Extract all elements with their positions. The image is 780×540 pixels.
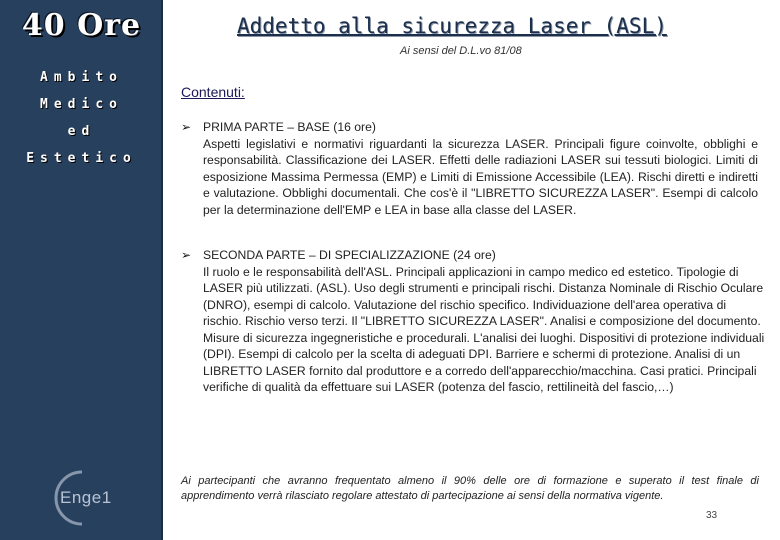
course-hours: 40 Ore bbox=[21, 8, 142, 43]
section-line: Tipologie di LASER più utilizzati. (ASL). Uso degli strumenti e principali rischi. Distanza bbox=[203, 264, 739, 295]
logo-text: Enge1 bbox=[60, 488, 112, 507]
note-line: apprendimento verrà rilasciato regolare attestato di partecipazione ai sensi della normativa vigente. bbox=[181, 489, 664, 502]
section-line: pratici. Principali verifiche di qualità da effettuare sui LASER (potenza del fascio, bbox=[203, 363, 757, 394]
section-line: ingegneristiche e procedurali. L'analisi dei luoghi. Dispositivi di protezione individuali (DPI). bbox=[203, 330, 765, 361]
sidebar bbox=[0, 0, 163, 540]
certificate-note bbox=[181, 474, 759, 503]
section-heading-row bbox=[181, 247, 767, 264]
course-scope bbox=[0, 64, 163, 172]
section-line: SICUREZZA LASER". Analisi e composizione del documento. Misure di sicurezza bbox=[203, 314, 761, 345]
section-line: Nominale di Rischio Oculare (DNRO), esempi di calcolo. Valutazione del rischio specifico. bbox=[203, 281, 764, 312]
section-line: "LIBRETTO SICUREZZA LASER". Esempi di calcolo per la determinazione dell'EMP e bbox=[203, 186, 758, 217]
arrowhead-bullet-icon: ➢ bbox=[181, 120, 192, 134]
scope-line: Medico bbox=[40, 97, 123, 112]
section-line: Aspetti legislativi e normativi riguardanti la sicurezza LASER. Principali figure coinvolte, bbox=[203, 136, 698, 151]
section-line: obblighi e responsabilità. Classificazione dei LASER. Effetti delle radiazioni LASER sui bbox=[203, 136, 759, 167]
section-specialization bbox=[181, 247, 767, 396]
section-heading: SECONDA PARTE – DI SPECIALIZZAZIONE (24 ore) bbox=[203, 248, 496, 262]
section-line: rettilineità del fascio,…) bbox=[546, 380, 674, 394]
page-number: 33 bbox=[706, 510, 718, 521]
section-line: Individuazione dell'area operativa di rischio. Rischio verso terzi. Il "LIBRETTO bbox=[203, 297, 727, 328]
note-line: Ai partecipanti che avranno frequentato almeno il 90% delle ore di formazione e superato il test finale di bbox=[181, 475, 759, 487]
section-line: tessuti biologici. Limiti di esposizione Massima Permessa (EMP) e Limiti di Emissione bbox=[203, 153, 758, 184]
section-line: Accessibile (LEA). Rischi diretti e indiretti e valutazione. Obblighi documentali. Che cos'è il bbox=[203, 169, 758, 200]
section-heading: PRIMA PARTE – BASE (16 ore) bbox=[203, 120, 376, 134]
section-base bbox=[181, 119, 758, 218]
section-body bbox=[181, 264, 767, 396]
section-body bbox=[181, 136, 758, 219]
scope-line: ed bbox=[67, 124, 96, 139]
section-line: LEA in base alla classe del LASER. bbox=[384, 202, 577, 217]
section-line: Esempi di calcolo per la scelta di adeguati DPI. Barriere e schermi di protezione. Analisi di bbox=[238, 347, 724, 361]
page-subtitle: Ai sensi del D.L.vo 81/08 bbox=[400, 45, 522, 57]
section-line: un LIBRETTO LASER fornito dal produttore e a corredo dell'apparecchio/macchina. Casi bbox=[203, 347, 741, 378]
scope-line: Ambito bbox=[40, 70, 123, 85]
section-line: Il ruolo e le responsabilità dell'ASL. Principali applicazioni in campo medico ed estetico. bbox=[203, 264, 674, 279]
scope-line: Estetico bbox=[26, 151, 137, 166]
contents-heading: Contenuti: bbox=[181, 84, 245, 100]
arrowhead-bullet-icon: ➢ bbox=[181, 248, 192, 262]
page-title: Addetto alla sicurezza Laser (ASL) bbox=[237, 14, 667, 38]
section-heading-row bbox=[181, 119, 758, 136]
